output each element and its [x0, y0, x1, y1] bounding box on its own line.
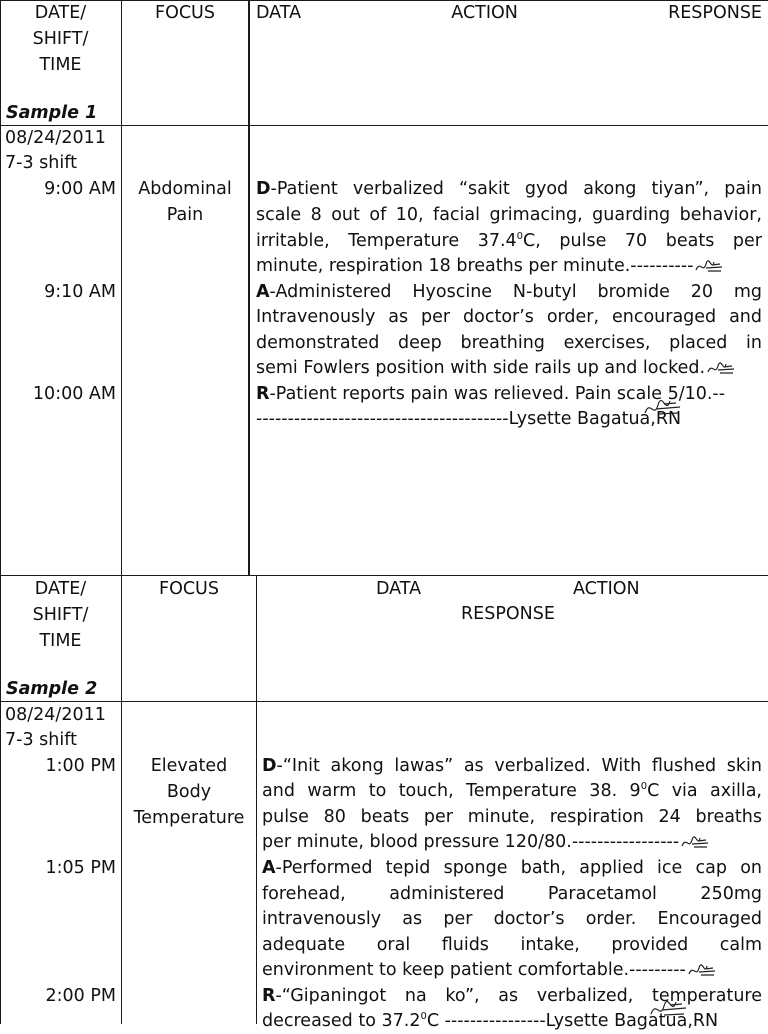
table1-header-divider	[0, 125, 768, 126]
table1-col-divider-1	[121, 0, 122, 575]
table2-date: 08/24/2011	[5, 705, 106, 725]
table1-time-2: 9:10 AM	[44, 282, 116, 302]
signature-icon	[694, 256, 724, 276]
table1-header-date: DATE/ SHIFT/ TIME	[32, 3, 89, 75]
table1-col-divider-2	[248, 0, 250, 575]
table2-header-focus: FOCUS	[159, 579, 219, 599]
signature-icon	[687, 960, 717, 980]
table1-action-line-3: demonstrated deep breathing exercises, placed in	[256, 333, 762, 353]
table2-action-line-5: environment to keep patient comfortable.---------	[262, 957, 762, 983]
table1-time-3: 10:00 AM	[32, 384, 116, 404]
sample-label: Sample 2	[6, 679, 98, 699]
table1-action-line-2: Intravenously as per doctor’s order, encouraged and	[256, 307, 762, 327]
table1-shift: 7-3 shift	[5, 153, 77, 173]
table2-time-3: 2:00 PM	[45, 986, 116, 1006]
sample-label: Sample 1	[6, 103, 98, 123]
table1-data-line-1: D-Patient verbalized “sakit gyod akong tiyan”, pain	[256, 179, 762, 199]
table2-shift: 7-3 shift	[5, 730, 77, 750]
table1-header-dar	[256, 0, 762, 26]
table2-col-divider-2	[256, 575, 257, 1024]
table1-response-line-2: ----------------------------------------Lysette Bagatua,RN	[256, 409, 682, 429]
header-action: ACTION	[573, 579, 640, 599]
header-data: DATA	[376, 579, 422, 599]
table2-response-line-2: decreased to 37.2$^0$C ----------------Lysette Bagatua,RN	[262, 1011, 719, 1031]
table2-action-line-4: adequate oral fluids intake, provided calm	[262, 935, 762, 955]
header-response: RESPONSE	[668, 3, 762, 23]
table2-action-line-3: intravenously as per doctor’s order. Encouraged	[262, 909, 762, 929]
table1-action-line-1: A-Administered Hyoscine N-butyl bromide 20 mg	[256, 282, 762, 302]
table1-action-line-4: semi Fowlers position with side rails up and locked.	[256, 355, 762, 381]
table2-time-1: 1:00 PM	[45, 756, 116, 776]
table2-header-date: DATE/ SHIFT/ TIME	[32, 579, 89, 651]
table1-date: 08/24/2011	[5, 128, 106, 148]
table1-data-line-4: minute, respiration 18 breaths per minute.----------	[256, 253, 762, 279]
nurse-signature-icon	[642, 393, 682, 423]
table2-focus: Elevated Body Temperature	[133, 756, 245, 828]
table2-time-2: 1:05 PM	[45, 858, 116, 878]
table1-time-1: 9:00 AM	[44, 179, 116, 199]
table1-data-line-2: scale 8 out of 10, facial grimacing, guarding behavior,	[256, 205, 762, 225]
table1-focus: Abdominal Pain	[138, 179, 232, 225]
table2-action-line-1: A-Performed tepid sponge bath, applied ice cap on	[262, 858, 762, 878]
header-data: DATA	[256, 3, 302, 23]
header-response: RESPONSE	[461, 604, 555, 624]
table1-response-line-1: R-Patient reports pain was relieved. Pain scale 5/10.--	[256, 384, 726, 404]
table1-header-focus: FOCUS	[155, 3, 215, 23]
signature-icon	[680, 832, 710, 852]
nurse-signature-icon	[648, 994, 688, 1024]
table2-data-line-1: D-“Init akong lawas” as verbalized. With flushed skin	[262, 756, 762, 776]
signature-icon	[706, 358, 736, 378]
header-action: ACTION	[451, 3, 518, 23]
table2-header-divider	[0, 701, 768, 702]
table2-response-line-1: R-“Gipaningot na ko”, as verbalized, temperature	[262, 986, 762, 1006]
table2-data-line-2: and warm to touch, Temperature 38. $9^0C$ via axilla,	[262, 781, 762, 801]
table1-data-line-3: irritable, Temperature 37.4$^0$C, pulse 70 beats per	[256, 231, 762, 251]
table2-action-line-2: forehead, administered Paracetamol 250mg	[262, 884, 762, 904]
table2-data-line-4: per minute, blood pressure 120/80.-----------------	[262, 829, 762, 855]
table2-data-line-3: pulse 80 beats per minute, respiration 24 breaths	[262, 807, 762, 827]
